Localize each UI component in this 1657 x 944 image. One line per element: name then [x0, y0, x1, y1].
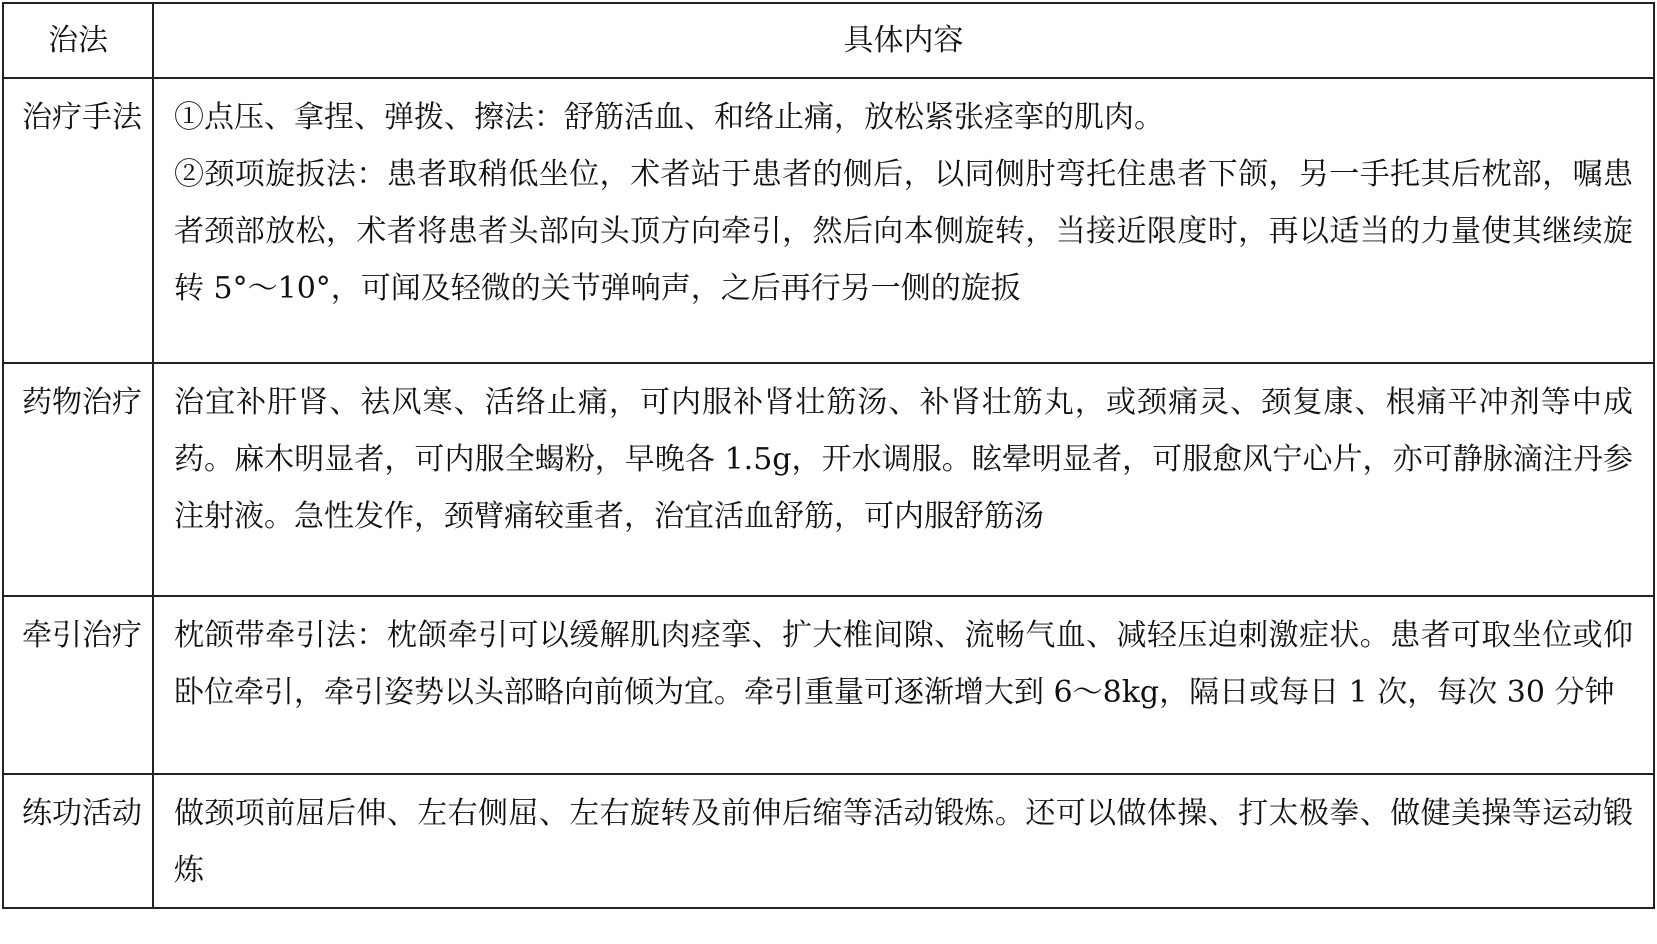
- method-cell: 练功活动: [3, 774, 153, 908]
- content-paragraph: ①点压、拿捏、弹拨、擦法：舒筋活血、和络止痛，放松紧张痉挛的肌肉。: [174, 100, 1164, 135]
- treatment-table: [2, 2, 1655, 909]
- table-row: [3, 596, 1654, 774]
- header-content: 具体内容: [153, 3, 1654, 78]
- method-cell: 牵引治疗: [3, 596, 153, 774]
- content-paragraph: 治宜补肝肾、祛风寒、活络止痛，可内服补肾壮筋汤、补肾壮筋丸，或颈痛灵、颈复康、根痛平冲剂等中成药。麻木明显者，可内服全蝎粉，早晚各 1.5g，开水调服。眩晕明显者，可服愈风宁心片，亦可静脉滴注丹参注射液。急性发作，颈臂痛较重者，治宜活血舒筋，可内服舒筋汤: [174, 385, 1633, 534]
- content-cell: [153, 363, 1654, 596]
- table-row: [3, 774, 1654, 908]
- header-method: 治法: [3, 3, 153, 78]
- content-cell: [153, 78, 1654, 363]
- content-paragraph: 枕颌带牵引法：枕颌牵引可以缓解肌肉痉挛、扩大椎间隙、流畅气血、减轻压迫刺激症状。患者可取坐位或仰卧位牵引，牵引姿势以头部略向前倾为宜。牵引重量可逐渐增大到 6～8kg，隔日或每日 1 次，每次 30 分钟: [174, 618, 1633, 710]
- method-cell: 药物治疗: [3, 363, 153, 596]
- method-cell: 治疗手法: [3, 78, 153, 363]
- content-cell: [153, 596, 1654, 774]
- table-row: [3, 78, 1654, 363]
- table-row: [3, 363, 1654, 596]
- content-paragraph: ②颈项旋扳法：患者取稍低坐位，术者站于患者的侧后，以同侧肘弯托住患者下颌，另一手托其后枕部，嘱患者颈部放松，术者将患者头部向头顶方向牵引，然后向本侧旋转，当接近限度时，再以适当的力量使其继续旋转 5°～10°，可闻及轻微的关节弹响声，之后再行另一侧的旋扳: [174, 157, 1633, 306]
- content-cell: [153, 774, 1654, 908]
- content-paragraph: 做颈项前屈后伸、左右侧屈、左右旋转及前伸后缩等活动锻炼。还可以做体操、打太极拳、做健美操等运动锻炼: [174, 796, 1633, 888]
- table-header-row: [3, 3, 1654, 78]
